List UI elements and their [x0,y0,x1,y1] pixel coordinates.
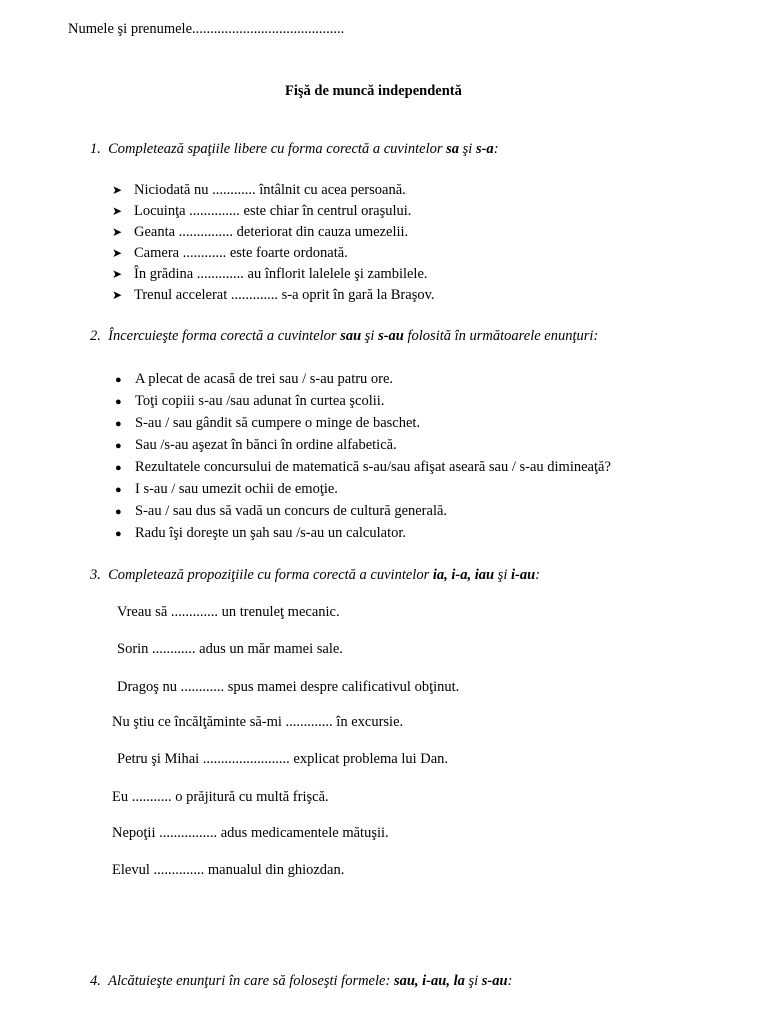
arrow-bullet-icon: ➤ [112,225,123,239]
arrow-bullet-icon: ➤ [112,288,123,302]
bullet-icon: ● [115,528,122,540]
list-item: ● S-au / sau gândit să cumpere o minge de baschet. [115,415,421,431]
exercise-3-instruction: 3. Completează propoziţiile cu forma corectă a cuvintelor ia, i-a, iau şi i-au: [90,567,541,583]
bullet-icon: ● [115,462,122,474]
arrow-bullet-icon: ➤ [112,183,123,197]
sentence: Petru şi Mihai ........................ explicat problema lui Dan. [117,751,449,767]
list-item: ➤ Trenul accelerat ............. s-a oprit în gară la Braşov. [112,287,435,303]
sentence: Nepoţii ................ adus medicamentele mătuşii. [112,825,389,841]
page-title: Fişă de muncă independentă [285,83,462,99]
exercise-2-instruction: 2. Încercuieşte forma corectă a cuvintelor sau şi s-au folosită în următoarele enunţuri: [90,328,599,344]
bullet-icon: ● [115,374,122,386]
exercise-number: 3. [90,567,101,583]
sentence: Eu ........... o prăjitură cu multă frişcă. [112,789,329,805]
sentence: Vreau să ............. un trenuleţ mecanic. [117,604,340,620]
list-item: ● S-au / sau dus să vadă un concurs de cultură generală. [115,503,448,519]
exercise-number: 2. [90,328,101,344]
arrow-bullet-icon: ➤ [112,267,123,281]
list-item: ● Rezultatele concursului de matematică s-au/sau afişat aseară sau / s-au dimineaţă? [115,459,611,475]
list-item: ➤ Geanta ............... deteriorat din cauza umezelii. [112,224,409,240]
list-item: ● Toţi copiii s-au /sau adunat în curtea şcolii. [115,393,385,409]
list-item: ● I s-au / sau umezit ochii de emoţie. [115,481,338,497]
bullet-icon: ● [115,440,122,452]
exercise-number: 1. [90,141,101,157]
arrow-bullet-icon: ➤ [112,204,123,218]
list-item: ➤ Locuinţa .............. este chiar în centrul oraşului. [112,203,412,219]
exercise-number: 4. [90,973,101,989]
list-item: ● A plecat de acasă de trei sau / s-au patru ore. [115,371,394,387]
exercise-4-instruction: 4. Alcătuieşte enunţuri în care să foloseşti formele: sau, i-au, la şi s-au: [90,973,513,989]
list-item: ● Radu îşi doreşte un şah sau /s-au un calculator. [115,525,407,541]
list-item: ➤ Niciodată nu ............ întâlnit cu acea persoană. [112,182,406,198]
list-item: ➤ Camera ............ este foarte ordonată. [112,245,348,261]
exercise-1-instruction: 1. Completează spaţiile libere cu forma corectă a cuvintelor sa şi s-a: [90,141,499,157]
bullet-icon: ● [115,506,122,518]
bullet-icon: ● [115,418,122,430]
sentence: Nu ştiu ce încălţăminte să-mi ............. în excursie. [112,714,404,730]
arrow-bullet-icon: ➤ [112,246,123,260]
sentence: Dragoş nu ............ spus mamei despre calificativul obţinut. [117,679,460,695]
list-item: ● Sau /s-au aşezat în bănci în ordine alfabetică. [115,437,397,453]
bullet-icon: ● [115,396,122,408]
bullet-icon: ● [115,484,122,496]
sentence: Sorin ............ adus un măr mamei sale. [117,641,343,657]
list-item: ➤ În grădina ............. au înflorit lalelele şi zambilele. [112,266,428,282]
name-line: Numele şi prenumele.......................................... [68,21,345,37]
sentence: Elevul .............. manualul din ghiozdan. [112,862,345,878]
